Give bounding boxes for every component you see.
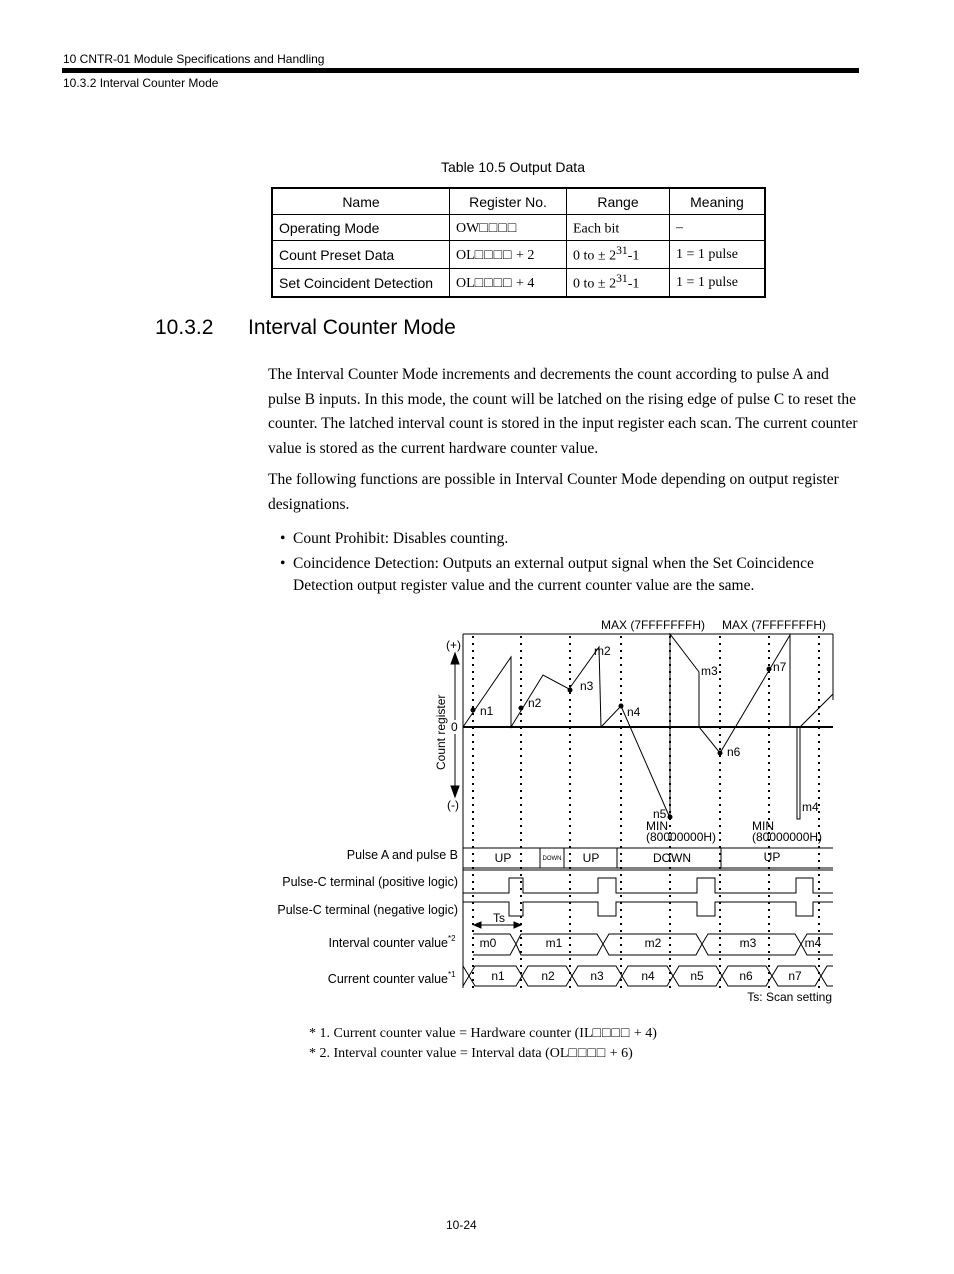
- chapter-header: 10 CNTR-01 Module Specifications and Handling: [63, 52, 325, 66]
- label-n5: n5: [653, 807, 667, 821]
- section-number: 10.3.2: [155, 316, 214, 339]
- point-n4: [619, 704, 624, 709]
- min-value-1: (80000000H): [646, 830, 717, 844]
- min-label-1: MIN: [646, 819, 668, 833]
- direction-up-2: UP: [582, 851, 600, 865]
- cell-meaning: 1 = 1 pulse: [670, 241, 766, 269]
- paragraph-intro: The Interval Counter Mode increments and decrements the count according to pulse A and pulse B inputs. In this mode, the count will be latched on the rising edge of pulse C to reset the counter. The latched interval count is stored in the input register each scan. The current counter value is stored as the current hardware counter value.: [268, 366, 858, 457]
- point-n1: [471, 708, 476, 713]
- section-header: 10.3.2 Interval Counter Mode: [63, 76, 219, 90]
- cell-range: 0 to ± $2^{31}-1$: [567, 269, 670, 298]
- current-value-n3: n3: [590, 969, 604, 983]
- row-label-interval: Interval counter value: [328, 936, 448, 950]
- direction-up-3: UP: [763, 850, 781, 864]
- point-n7: [767, 667, 772, 672]
- cell-range: 0 to ± $2^{31}-1$: [567, 241, 670, 269]
- page-number: 10-24: [446, 1218, 477, 1232]
- label-m2: m2: [594, 644, 611, 658]
- cell-meaning: 1 = 1 pulse: [670, 269, 766, 298]
- label-n7: n7: [773, 660, 787, 674]
- cell-range: Each bit: [567, 215, 670, 241]
- interval-value-m3: m3: [739, 936, 757, 950]
- ts-label: Ts: [493, 911, 505, 925]
- pulse-c-positive-waveform: [463, 870, 833, 893]
- label-n4: n4: [627, 705, 641, 719]
- label-n1: n1: [480, 704, 494, 718]
- label-m4: m4: [802, 800, 819, 814]
- direction-down-1: DOWN: [542, 856, 562, 862]
- cell-name: Count Preset Data: [272, 241, 450, 269]
- current-value-n4: n4: [641, 969, 655, 983]
- interval-value-m4: m4: [804, 936, 822, 950]
- bullet-item: • Count Prohibit: Disables counting.: [280, 528, 860, 550]
- paragraph-functions: The following functions are possible in Interval Counter Mode depending on output register designations.: [268, 471, 839, 513]
- y-axis-label: Count register: [434, 694, 448, 770]
- label-n2: n2: [528, 696, 542, 710]
- cell-register: OL□□□□ + 2: [450, 241, 567, 269]
- current-value-n5: n5: [690, 969, 704, 983]
- cell-register: OL□□□□ + 4: [450, 269, 567, 298]
- point-n5: [668, 815, 673, 820]
- section-title: Interval Counter Mode: [248, 316, 456, 339]
- direction-up-1: UP: [494, 851, 512, 865]
- point-n6: [718, 751, 723, 756]
- direction-down-2: DOWN: [653, 851, 691, 865]
- label-n3: n3: [580, 679, 594, 693]
- footnote-2: * 2. Interval counter value = Interval data (OL□□□□ + 6): [309, 1044, 633, 1061]
- pulse-c-negative-waveform: [463, 902, 833, 916]
- interval-value-m0: m0: [479, 936, 497, 950]
- footnote-1: * 1. Current counter value = Hardware counter (IL□□□□ + 4): [309, 1024, 657, 1041]
- max-label-1: MAX (7FFFFFFFH): [601, 618, 705, 632]
- plus-label: (+): [446, 638, 461, 652]
- min-label-2: MIN: [752, 819, 774, 833]
- col-header-register: Register No.: [450, 188, 567, 215]
- minus-label: (-): [447, 798, 459, 812]
- interval-value-m1: m1: [545, 936, 563, 950]
- col-header-range: Range: [567, 188, 670, 215]
- row-label-current: Current counter value: [327, 972, 448, 986]
- current-value-n7: n7: [788, 969, 802, 983]
- bullet-icon: •: [280, 555, 286, 572]
- interval-value-m2: m2: [644, 936, 662, 950]
- row-label-interval-sup: *2: [448, 934, 456, 943]
- min-value-2: (80000000H): [752, 830, 823, 844]
- point-n3: [568, 688, 573, 693]
- zero-label: 0: [451, 720, 458, 734]
- label-m3: m3: [701, 664, 718, 678]
- row-label-pulse-c-negative: Pulse-C terminal (negative logic): [277, 903, 458, 917]
- cell-name: Operating Mode: [272, 215, 450, 241]
- table-caption: Table 10.5 Output Data: [441, 159, 585, 175]
- bullet-item: • Coincidence Detection: Outputs an external output signal when the Set Coincidence Detection output register value and the current counter value are the same.: [280, 555, 814, 594]
- minus-arrow-head: [451, 786, 459, 797]
- current-value-n2: n2: [541, 969, 555, 983]
- scan-setting-note: Ts: Scan setting: [747, 990, 832, 1004]
- row-label-pulse-ab: Pulse A and pulse B: [346, 848, 458, 862]
- cell-meaning: –: [670, 215, 766, 241]
- label-n6: n6: [727, 745, 741, 759]
- col-header-meaning: Meaning: [670, 188, 766, 215]
- plus-arrow-head: [451, 653, 459, 664]
- cell-register: OW□□□□: [450, 215, 567, 241]
- row-label-current-sup: *1: [448, 970, 456, 979]
- col-header-name: Name: [272, 188, 450, 215]
- current-value-n1: n1: [491, 969, 505, 983]
- current-value-n6: n6: [739, 969, 753, 983]
- bullet-icon: •: [280, 530, 286, 547]
- row-label-pulse-c-positive: Pulse-C terminal (positive logic): [282, 875, 458, 889]
- point-n2: [519, 706, 524, 711]
- max-label-2: MAX (7FFFFFFFH): [722, 618, 826, 632]
- cell-name: Set Coincident Detection: [272, 269, 450, 298]
